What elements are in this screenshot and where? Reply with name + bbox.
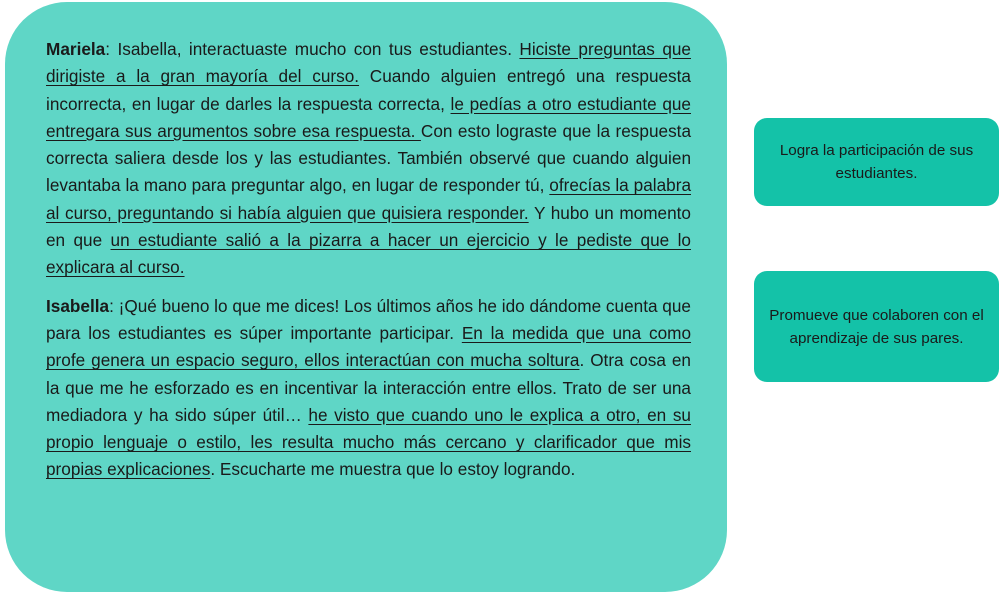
annotation-box-participation xyxy=(754,118,999,206)
dialogue-text: . Escucharte me muestra que lo estoy logrando. xyxy=(210,459,576,480)
dialogue-paragraph-mariela xyxy=(46,36,691,282)
dialogue-text: Con esto lograste que la respuesta correcta saliera desde los y las estudiantes. También observé que cuando alguien levantaba la mano para preguntar algo, en lugar de responder tú, xyxy=(46,120,692,196)
dialogue-text: : Isabella, interactuaste mucho con tus estudiantes. xyxy=(105,39,520,59)
highlighted-text: un estudiante salió a la pizarra a hacer un ejercicio y le pediste que lo explicara al curso. xyxy=(46,230,691,278)
speaker-name: Isabella xyxy=(46,295,110,316)
highlighted-text: Hiciste preguntas que dirigiste a la gran mayoría del curso. xyxy=(46,39,691,87)
highlighted-text: le pedías a otro estudiante que entregara sus argumentos sobre esa respuesta. xyxy=(46,93,691,141)
highlighted-text: En la medida que una como profe genera un espacio seguro, ellos interactúan con mucha soltura xyxy=(46,322,692,371)
highlighted-text: ofrecías la palabra al curso, preguntando si había alguien que quisiera responder. xyxy=(46,175,691,223)
dialogue-text: Cuando alguien entregó una respuesta incorrecta, en lugar de darles la respuesta correcta, xyxy=(46,66,691,114)
annotation-text: Logra la participación de sus estudiantes. xyxy=(779,142,974,182)
annotation-text: Promueve que colaboren con el aprendizaje de sus pares. xyxy=(769,306,984,347)
dialogue-paragraph-isabella xyxy=(46,293,691,484)
dialogue-text: : ¡Qué bueno lo que me dices! Los últimos años he ido dándome cuenta que para los estudiantes es súper importante participar. xyxy=(46,295,691,343)
dialogue-box xyxy=(5,2,727,592)
dialogue-text: . Otra cosa en la que me he esforzado es en incentivar la interacción entre ellos. Trato de ser una mediadora y ha sido súper útil… xyxy=(46,350,691,425)
annotation-box-collaboration xyxy=(754,271,999,382)
speaker-name: Mariela xyxy=(46,39,106,59)
highlighted-text: he visto que cuando uno le explica a otro, en su propio lenguaje o estilo, les resulta mucho más cercano y clarificador que mis propias explicaciones xyxy=(46,404,691,480)
dialogue-text: Y hubo un momento en que xyxy=(46,202,691,251)
